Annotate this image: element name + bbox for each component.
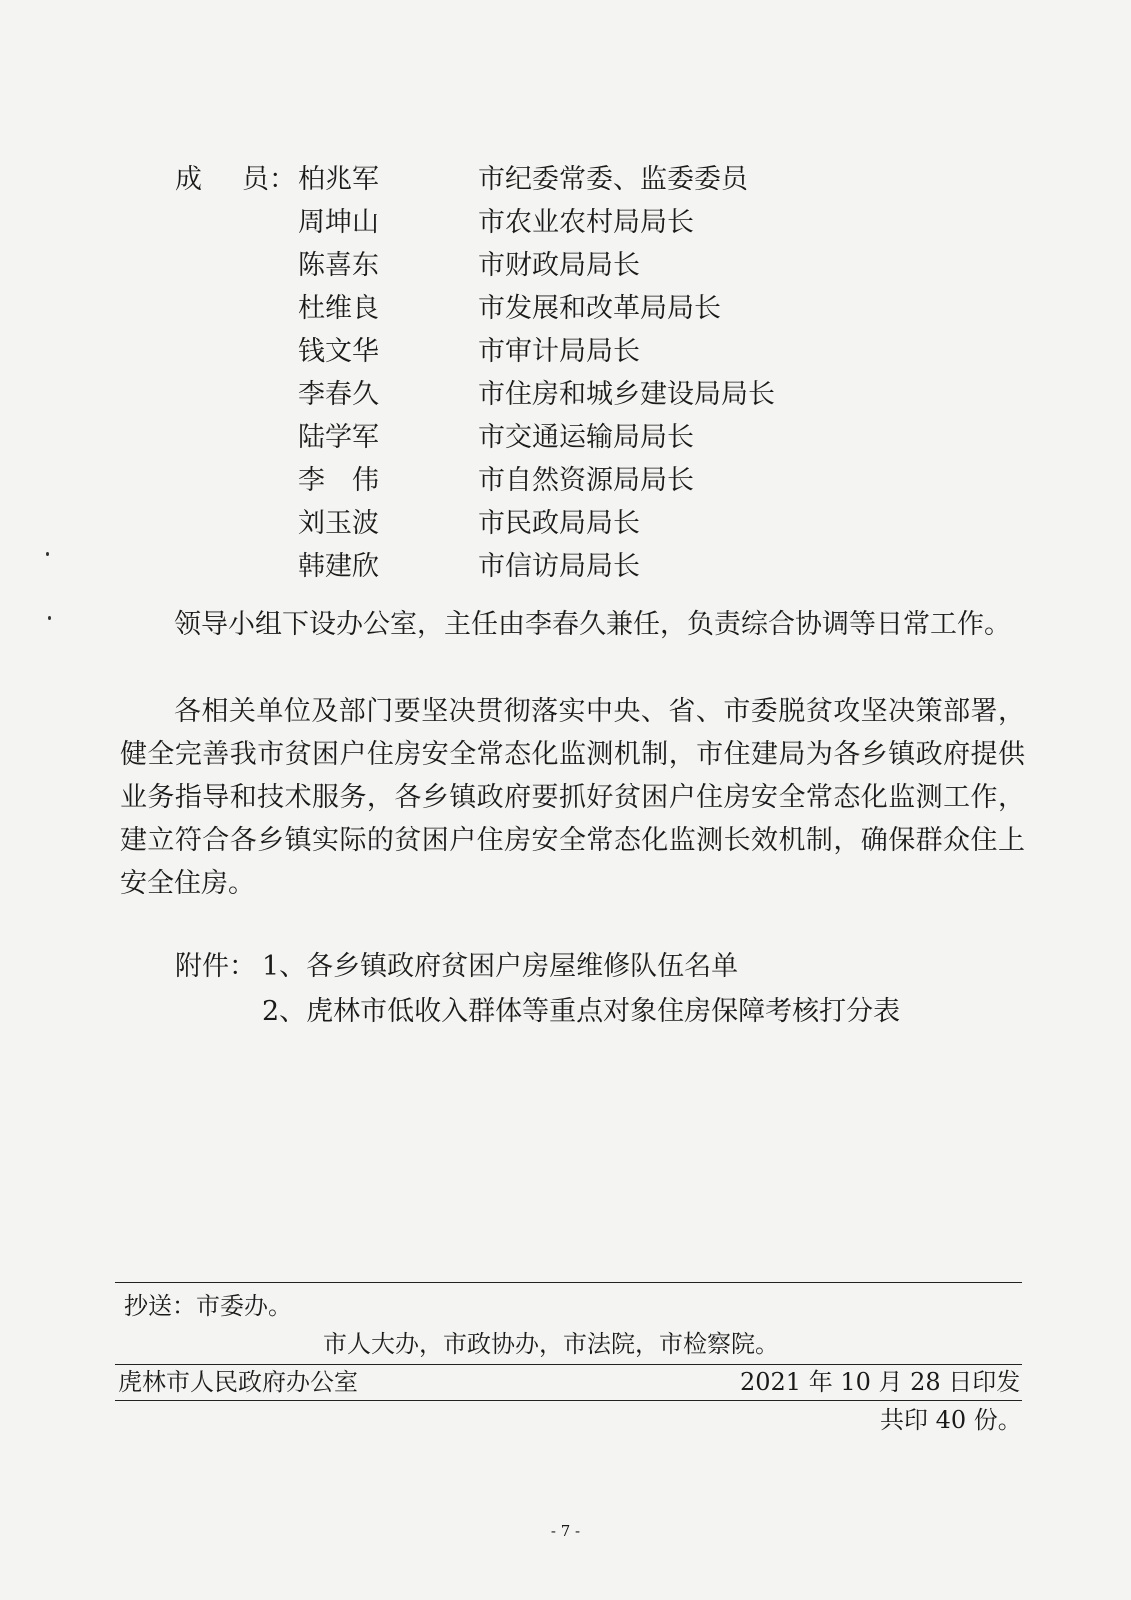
- member-row: [0, 289, 1131, 329]
- cc-label: 抄送：: [124, 1292, 196, 1320]
- member-row: [0, 504, 1131, 544]
- cc-line-2: 市人大办，市政协办，市法院，市检察院。: [323, 1330, 779, 1358]
- body-paragraph-requirements: 各相关单位及部门要坚决贯彻落实中央、省、市委脱贫攻坚决策部署，健全完善我市贫困户住房安全常态化监测机制，市住建局为各乡镇政府提供业务指导和技术服务，各乡镇政府要抓好贫困户住房安全常态化监测工作，建立符合各乡镇实际的贫困户住房安全常态化监测长效机制，确保群众住上安全住房。: [120, 696, 1025, 899]
- member-name: 柏兆军: [298, 164, 379, 195]
- members-label: 成 员：: [175, 164, 296, 195]
- member-name: 周坤山: [298, 207, 379, 238]
- cc-line-1: 市委办。: [196, 1292, 292, 1320]
- member-title: 市纪委常委、监委委员: [478, 164, 748, 195]
- member-row: [0, 461, 1131, 501]
- member-row: [0, 160, 1131, 200]
- member-name: 钱文华: [298, 336, 379, 367]
- member-title: 市自然资源局局长: [478, 465, 694, 496]
- member-name: 韩建欣: [298, 551, 379, 582]
- attachment-item: 2、虎林市低收入群体等重点对象住房保障考核打分表: [262, 996, 901, 1027]
- member-row: [0, 203, 1131, 243]
- member-row: [0, 418, 1131, 458]
- member-title: 市发展和改革局局长: [478, 293, 721, 324]
- page-number: - 7 -: [550, 1522, 581, 1540]
- member-title: 市财政局局长: [478, 250, 640, 281]
- member-title: 市住房和城乡建设局局长: [478, 379, 775, 410]
- member-title: 市审计局局长: [478, 336, 640, 367]
- issuer-name: 虎林市人民政府办公室: [118, 1368, 358, 1396]
- scan-speck: [48, 616, 51, 620]
- member-title: 市信访局局长: [478, 551, 640, 582]
- attachment-item: 1、各乡镇政府贫困户房屋维修队伍名单: [262, 951, 739, 982]
- member-row: [0, 375, 1131, 415]
- member-title: 市民政局局长: [478, 508, 640, 539]
- member-row: [0, 246, 1131, 286]
- cc-block: [124, 1290, 292, 1322]
- member-name: 杜维良: [298, 293, 379, 324]
- body-paragraph-office: 领导小组下设办公室，主任由李春久兼任，负责综合协调等日常工作。: [174, 609, 1011, 640]
- member-title: 市农业农村局局长: [478, 207, 694, 238]
- footer-divider-middle: [115, 1364, 1022, 1365]
- member-name: 陆学军: [298, 422, 379, 453]
- member-name: 李春久: [298, 379, 379, 410]
- attachment-label: 附件：: [175, 951, 256, 982]
- member-row: [0, 547, 1131, 587]
- issue-date: 2021 年 10 月 28 日印发: [740, 1368, 1021, 1396]
- footer-divider-bottom: [115, 1400, 1022, 1401]
- member-name: 陈喜东: [298, 250, 379, 281]
- copies-count: 共印 40 份。: [880, 1406, 1022, 1434]
- footer-divider-top: [115, 1282, 1022, 1283]
- member-name: 刘玉波: [298, 508, 379, 539]
- member-row: [0, 332, 1131, 372]
- member-title: 市交通运输局局长: [478, 422, 694, 453]
- member-name: 李 伟: [298, 465, 379, 496]
